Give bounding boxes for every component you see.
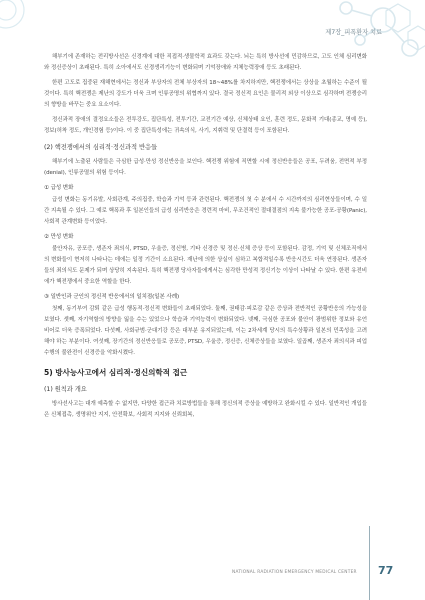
paragraph: 해부기에 노출된 사람들은 극심한 급성·만성 정신반응을 보인다. 핵전쟁 위험에 직면할 시에 정신반응들은 공포, 두려움, 전면적 부정(denial), 인류공멸의 위험 등이다.: [44, 159, 367, 176]
paragraph: 첫째, 동기부여 감퇴 같은 급성 행동적·정신적 변화들이 초래되었다. 둘째, 권태감·피로감 같은 증상과 전반적인 공황반응의 가능성을 보였다. 셋째, 자기역할의 방향을 잃을 수는 있었으나 학습과 기억능력이 변화되었다. 넷째, 극심한 공포와 불안이 광범위한 정보와 유언비어로 더욱 증폭되었다. 다섯째, 사회규범·군대기강 등은 대부분 유지되었는데, 이는 2차세계 당시의 특수상황과 일본의 민족성을 고려해야 하는 부분이다. 여섯째, 장기간의 정신반응들로 공포증, PTSD, 우울증, 정신증, 신체증상들을 보였다. 일곱째, 생존자 죄의식과 피업수행의 불완전이 신경증을 악화시켰다.: [44, 306, 367, 356]
paragraph: 급성 변화는 동기유발, 사회관계, 주의집중, 학습과 기억 등과 관련된다. 핵전쟁의 첫 수 분에서 수 시간까지의 심리현상들이며, 수 일간 지속될 수 있다. 그 예로 핵폭과 후 일본인들의 급성 심리반응은 경련적 마비, 무조건적인 절대결점의 지속 불가능한 공포-공황(Panic), 사회적 관계변화 등이었다.: [44, 197, 367, 225]
subsection-heading: (1) 원칙과 개요: [44, 386, 87, 393]
paragraph: 불안자유, 공포증, 생존자 죄의식, PTSD, 우울증, 정신병, 기타 신경증 및 정신·신체 증상 등이 포함된다. 감정, 기억 및 신체조직에서의 변화들이 현저히 나타나는 데에는 일정 기간이 소요된다. 재난에 의한 상실이 심하고 복합적일수록 반응시간도 더욱 연장된다. 생존자들의 죄의식도 문제가 되며 상당히 지속된다. 특히 핵전쟁 당사자들에게서는 심각한 만성적 정신기능 이상이 나타날 수 있다. 한편 유전비에가 핵전쟁에서 중요한 역할을 한다.: [44, 246, 367, 285]
paragraph: 해부기에 존재하는 전리방사선은 신경계에 대한 직접적·생물학적 효과도 갖는다. 뇌는 특히 방사선에 민감하므로, 고도 인체 심리변화와 정신증상이 초래된다. 특히 소아에서도 신경생리기능이 변화되며 기억장애와 지체능력장애 등도 초래된다.: [44, 54, 367, 71]
paragraph: 한편 고도로 집중된 재해현에서는 정신과 부상자의 전체 부상자의 18~48%를 차지하지만, 핵전쟁에서는 상상을 초월하는 수준이 될 것이다. 특히 핵전쟁은 제난의 강도가 더욱 크며 인류공명의 위협까지 있다. 결국 정신적 요인은 물리적 외상 이상으로 심각하며 전쟁승리의 향방을 바꾸는 중요 요소이다.: [44, 80, 367, 108]
page-number: 77: [378, 564, 394, 577]
subsection-heading: (2) 핵전쟁에서의 심리적·정신과적 반응들: [44, 144, 158, 151]
corner-circle-graphic: [0, 0, 24, 28]
paragraph: 정신과적 장애의 결정요소들은 전투강도, 집단특성, 전투기간, 교전기간 예상, 신체상태 요인, 훈련 정도, 문화적 기대(종교, 명예 등), 정보(허착 정도, 개인경험 등)이다. 이 중 집단특성에는 귀속의식, 사기, 지휘력 및 단결력 등이 포함된다.: [44, 117, 367, 134]
item-heading: ② 만성 변화: [44, 234, 74, 240]
section-heading: 5) 방사능사고에서 심리적·정신의학적 접근: [44, 368, 188, 377]
page-body: [44, 52, 367, 425]
chapter-header: 제7장_피폭환자 치료: [325, 29, 382, 36]
page-divider: [369, 526, 370, 600]
footer-text: NATIONAL RADIATION EMERGENCY MEDICAL CENTER: [232, 570, 357, 575]
item-heading: ③ 일반인과 군인의 정신적 반응에서의 일치점(일본 사례): [44, 294, 180, 300]
paragraph: 방사선사고는 대개 예측할 수 없지만, 다양한 접근과 치료방법들을 통해 정신의적 증상을 예방하고 완화시킬 수 있다. 일반적인 개입들은 신체접촉, 생명위안 지지, 안전확보, 사회적 지지와 신뢰회복,: [44, 401, 367, 418]
item-heading: ① 급성 변화: [44, 185, 74, 191]
